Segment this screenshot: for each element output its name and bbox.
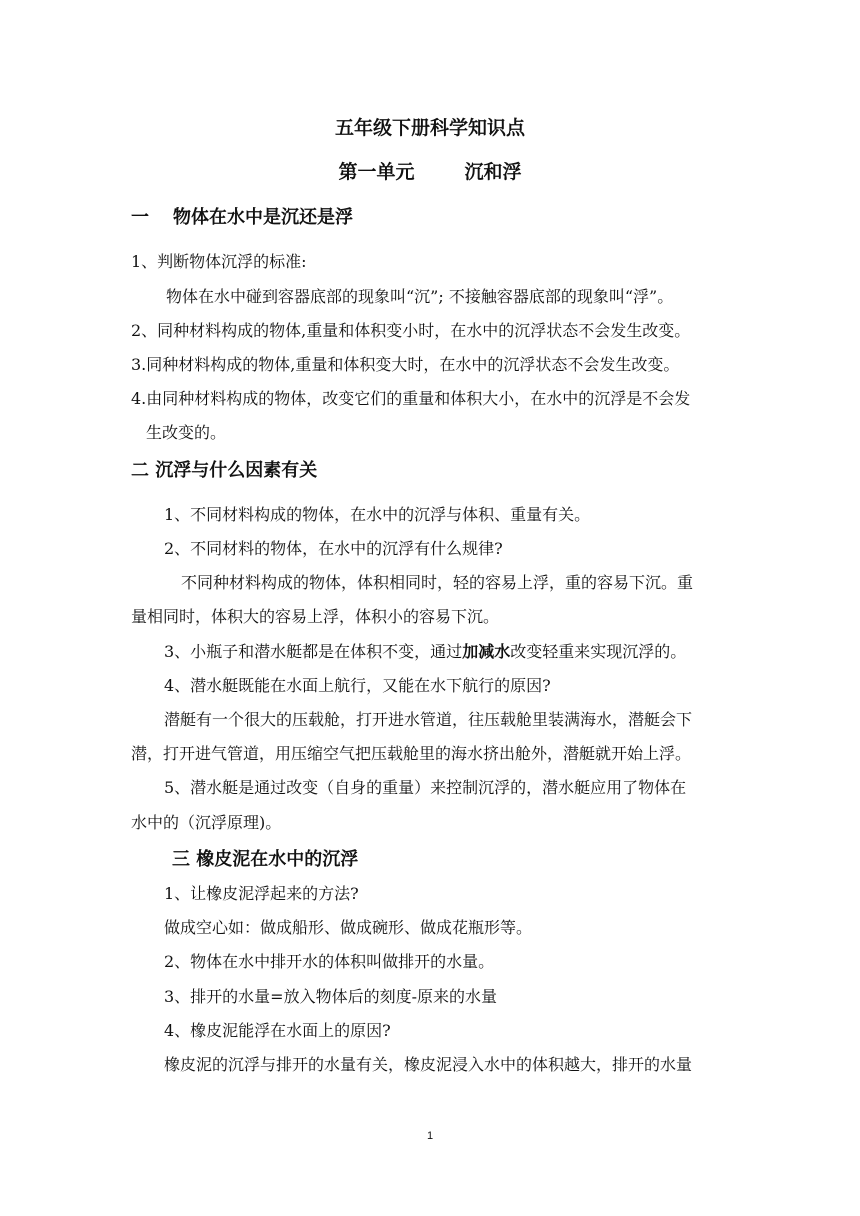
paragraph-line: 做成空心如：做成船形、做成碗形、做成花瓶形等。 [164, 918, 533, 937]
text-segment: 3、小瓶子和潜水艇都是在体积不变，通过 [164, 642, 463, 661]
bold-keyword: 加减水 [462, 642, 511, 661]
paragraph-line: 潜，打开进气管道，用压缩空气把压载舱里的海水挤出舱外，潜艇就开始上浮。 [131, 744, 692, 763]
section-1-heading [131, 206, 353, 230]
page-number: 1 [426, 1130, 434, 1142]
paragraph-line: 潜艇有一个很大的压载舱，打开进水管道，往压载舱里装满海水，潜艇会下 [164, 710, 693, 729]
paragraph-line: 3、排开的水量=放入物体后的刻度-原来的水量 [164, 987, 497, 1006]
paragraph-line: 不同种材料构成的物体，体积相同时，轻的容易上浮，重的容易下沉。重 [181, 573, 694, 592]
paragraph-line: 1、判断物体沉浮的标准: [131, 252, 307, 271]
section-3-heading: 三 橡皮泥在水中的沉浮 [172, 849, 359, 870]
section-2-heading: 二 沉浮与什么因素有关 [131, 460, 318, 481]
paragraph-line: 水中的（沉浮原理)。 [131, 813, 282, 832]
paragraph-line: 2、不同材料的物体，在水中的沉浮有什么规律? [164, 539, 503, 558]
paragraph-line: 物体在水中碰到容器底部的现象叫“沉”; 不接触容器底部的现象叫“浮”。 [166, 287, 674, 306]
paragraph-line: 1、不同材料构成的物体，在水中的沉浮与体积、重量有关。 [164, 505, 591, 524]
paragraph-line: 橡皮泥的沉浮与排开的水量有关，橡皮泥浸入水中的体积越大，排开的水量 [164, 1055, 693, 1074]
paragraph-line: 4、橡皮泥能浮在水面上的原因? [164, 1021, 391, 1040]
unit-label: 第一单元 [338, 161, 415, 183]
section-1-number: 一 [131, 207, 149, 228]
paragraph-line: 3.同种材料构成的物体,重量和体积变大时，在水中的沉浮状态不会发生改变。 [131, 355, 680, 374]
section-1-title: 物体在水中是沉还是浮 [173, 207, 353, 228]
text-segment: 改变轻重来实现沉浮的。 [510, 642, 687, 661]
paragraph-line: 4.由同种材料构成的物体，改变它们的重量和体积大小，在水中的沉浮是不会发 [131, 389, 691, 408]
paragraph-line: 2、同种材料构成的物体,重量和体积变小时，在水中的沉浮状态不会发生改变。 [131, 321, 691, 340]
paragraph-line: 5、潜水艇是通过改变（自身的重量）来控制沉浮的，潜水艇应用了物体在 [164, 778, 687, 797]
unit-name: 沉和浮 [464, 161, 522, 183]
document-title: 五年级下册科学知识点 [334, 117, 525, 139]
paragraph-line: 生改变的。 [146, 423, 227, 442]
unit-title [0, 160, 860, 184]
paragraph-line: 1、让橡皮泥浮起来的方法? [164, 884, 359, 903]
paragraph-line [164, 642, 764, 662]
paragraph-line: 4、潜水艇既能在水面上航行，又能在水下航行的原因? [164, 676, 551, 695]
paragraph-line: 量相同时，体积大的容易上浮，体积小的容易下沉。 [131, 607, 500, 626]
paragraph-line: 2、物体在水中排开水的体积叫做排开的水量。 [164, 952, 495, 971]
